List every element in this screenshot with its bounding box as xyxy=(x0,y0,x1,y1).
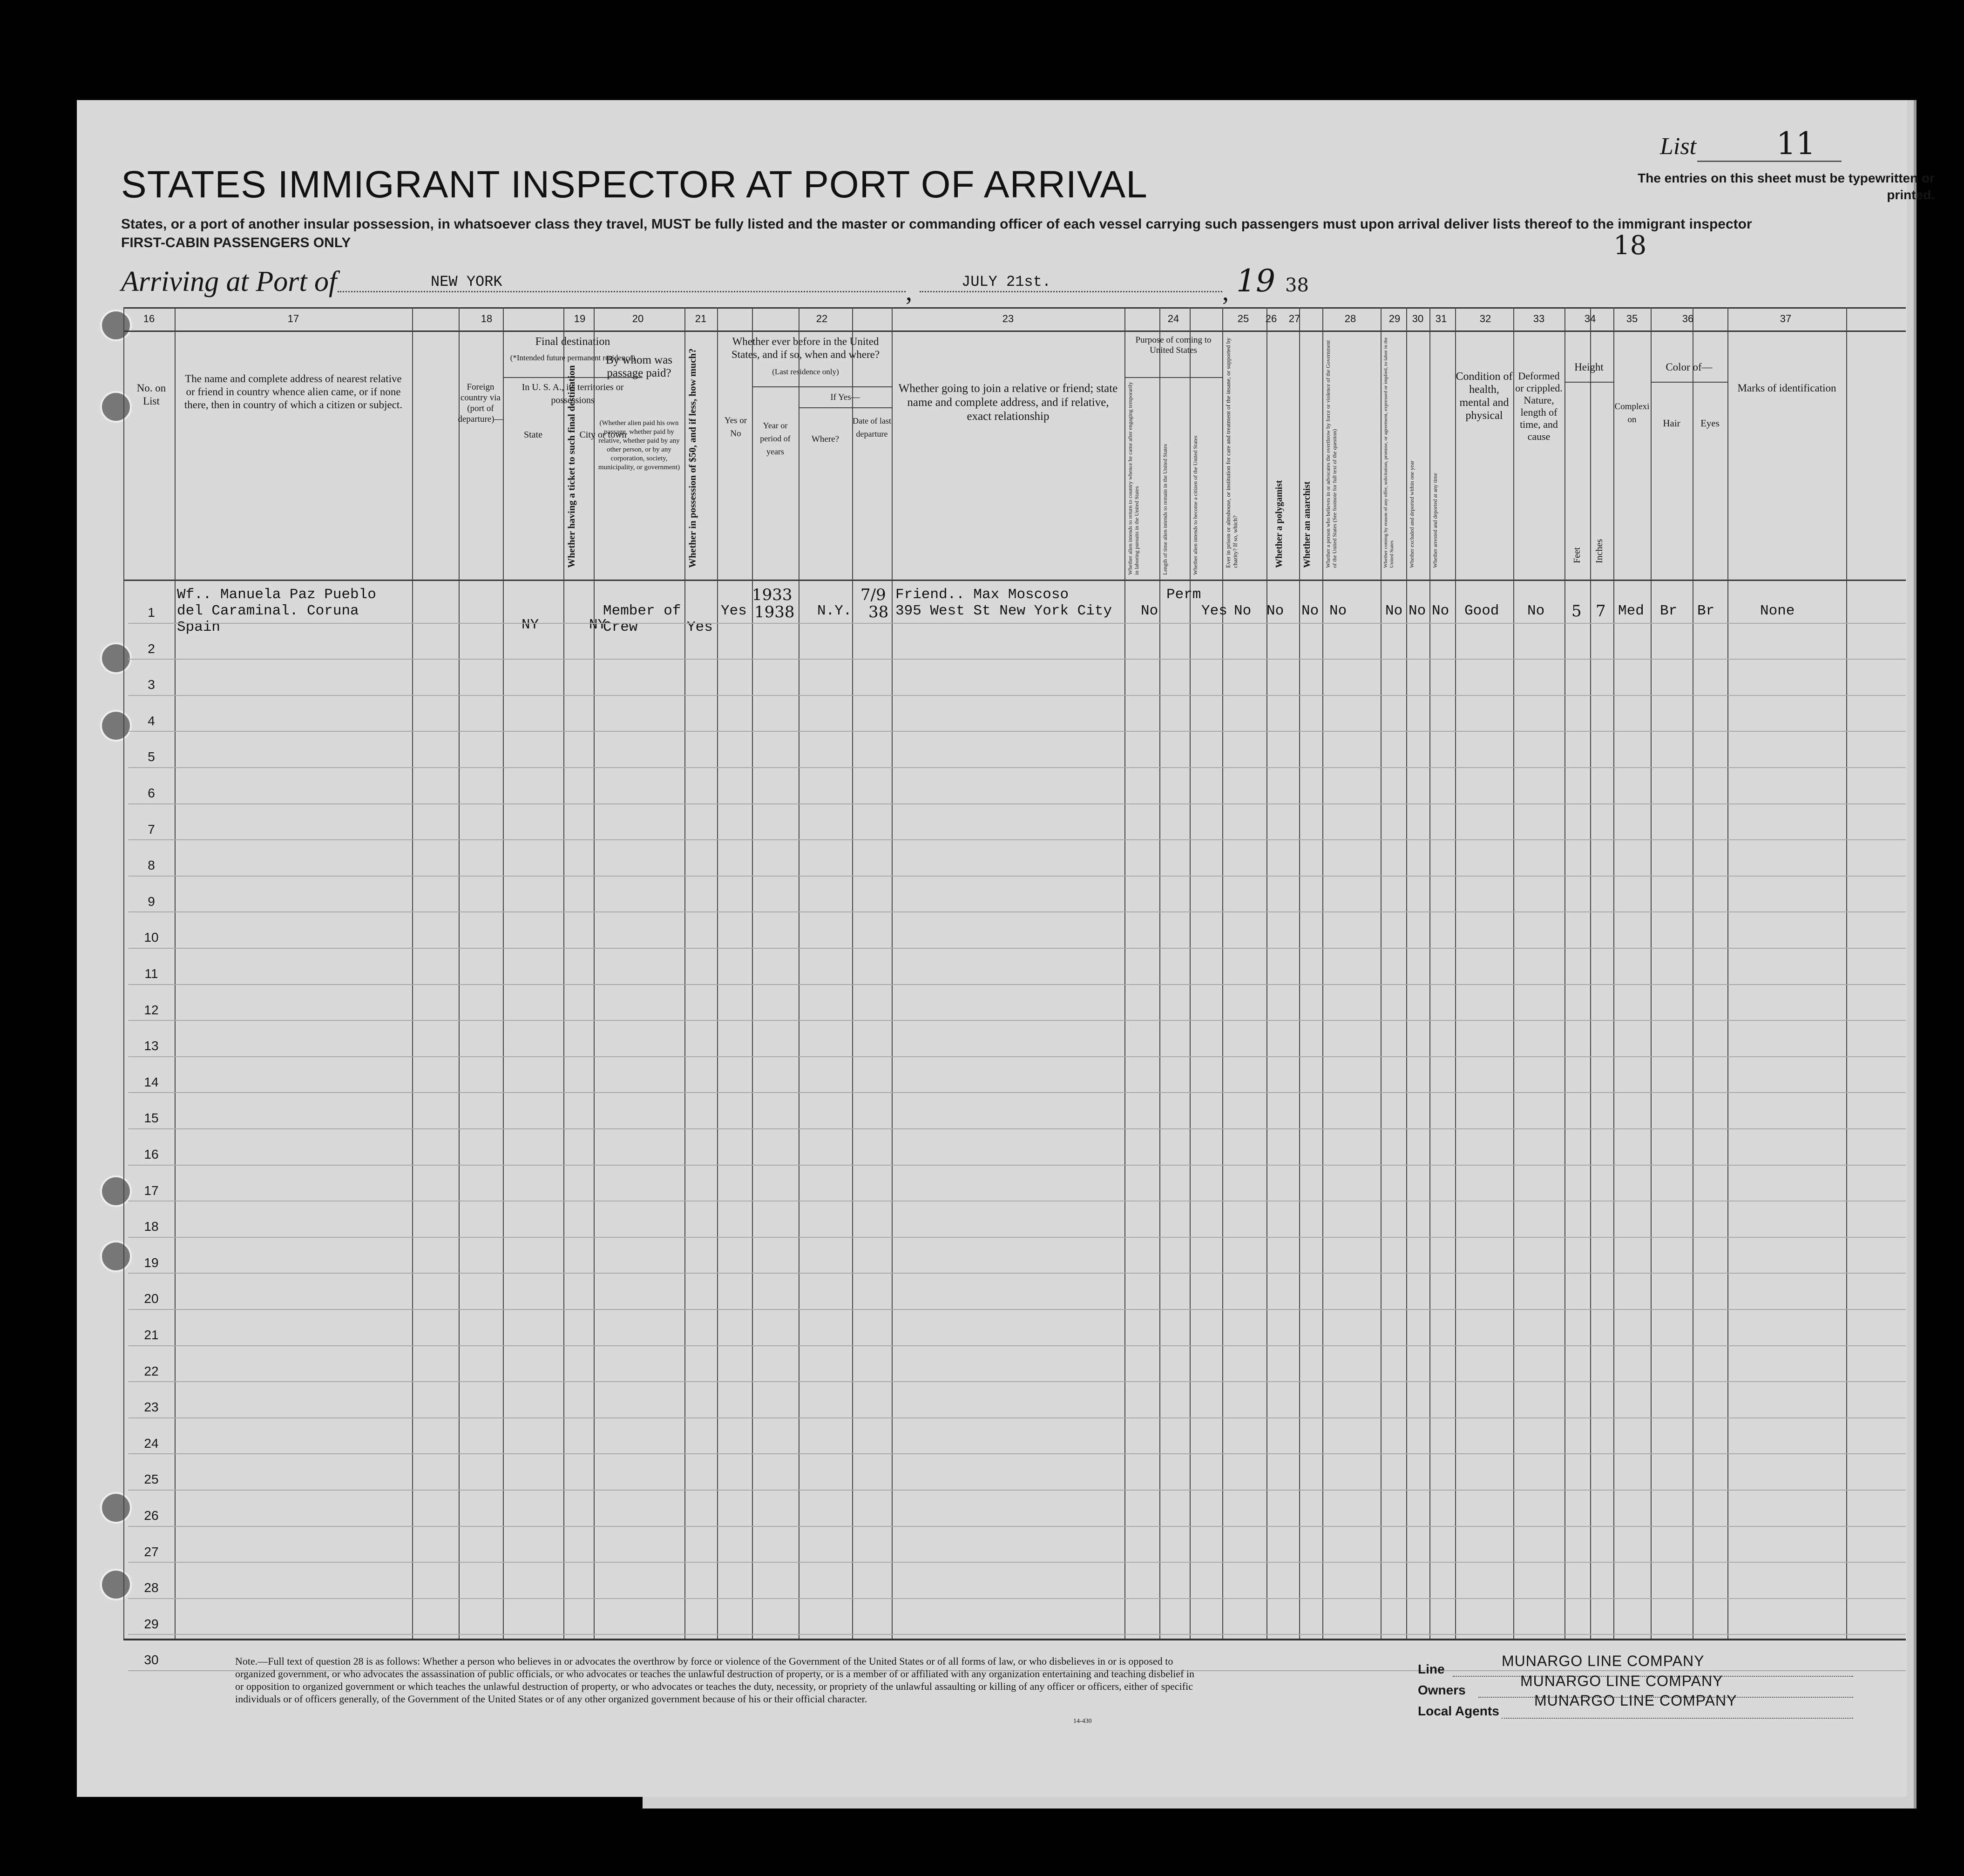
col-rule xyxy=(1513,307,1514,1639)
row-rule xyxy=(128,1417,1906,1418)
page-title: STATES IMMIGRANT INSPECTOR AT PORT OF ARRIVAL xyxy=(121,163,1148,206)
comma: , xyxy=(906,277,912,306)
heading-inches: Inches xyxy=(1594,539,1605,563)
row-number: 11 xyxy=(144,966,158,981)
row-rule xyxy=(128,839,1906,840)
row-rule xyxy=(128,1309,1906,1310)
table-top-rule xyxy=(123,307,1906,309)
col-rule xyxy=(1727,307,1728,1639)
passage-paid-by: Crew xyxy=(603,619,638,635)
col-number: 36 xyxy=(1682,313,1694,324)
heading-citizen: Whether alien intends to become a citizen of the United States xyxy=(1192,435,1199,575)
row-rule xyxy=(128,1490,1906,1491)
heading-where: Where? xyxy=(811,434,840,444)
form-code: 14-430 xyxy=(1073,1718,1092,1725)
deformed-value: No xyxy=(1527,603,1545,619)
row-number: 2 xyxy=(148,641,155,656)
subhead-rule xyxy=(1124,377,1222,378)
citizen-value: Yes xyxy=(1201,603,1227,619)
row-number: 14 xyxy=(144,1074,159,1089)
row-number: 26 xyxy=(144,1508,159,1523)
row-number: 12 xyxy=(144,1002,159,1017)
col-number: 16 xyxy=(143,313,155,324)
heading-fifty-dollars: Whether in possession of $50, and if less, how much? xyxy=(687,348,698,568)
date-line xyxy=(920,291,1222,292)
height-feet: 5 xyxy=(1571,602,1582,621)
joining-address: 395 West St New York City xyxy=(895,603,1112,619)
polygamist-value: No xyxy=(1266,603,1284,619)
comma: , xyxy=(1222,277,1229,306)
col-number: 24 xyxy=(1167,313,1179,324)
owners-label: Owners xyxy=(1418,1683,1466,1697)
port-value: NEW YORK xyxy=(431,273,502,290)
heading-prison: Ever in prison or almshouse, or institution for care and treatment of the insane, or supported by charity? If so, which? xyxy=(1225,337,1239,568)
row-rule xyxy=(128,1273,1906,1274)
heading-years: Year or period of years xyxy=(760,421,791,456)
col-number: 26 xyxy=(1265,313,1277,324)
anarchist-value: No xyxy=(1301,603,1319,619)
col-rule xyxy=(1299,307,1300,1639)
row-rule xyxy=(128,1381,1906,1382)
owners-stamp: MUNARGO LINE COMPANY xyxy=(1520,1673,1723,1689)
row-number: 18 xyxy=(144,1219,159,1234)
heading-final-destination-sub: (*Intended future permanent residence) xyxy=(510,353,636,362)
heading-final-destination: Final destination xyxy=(535,336,610,348)
col-number: 32 xyxy=(1479,313,1491,324)
row-number: 27 xyxy=(144,1544,159,1559)
row-rule xyxy=(128,1237,1906,1238)
col-rule xyxy=(684,307,685,1639)
subhead-rule xyxy=(799,407,892,408)
row-rule xyxy=(128,1453,1906,1454)
col-rule xyxy=(175,307,176,1639)
col-rule xyxy=(1564,307,1565,1639)
footnote-question-28: Note.—Full text of question 28 is as follows: Whether a person who believes in or advocates the overthrow by force or violence of the Government of the United States or of all forms of law, or who disbelieves in or is opposed to organized government, or who advocates the assassination of public officials, or who advocates or teaches the unlawful destruction of property, or is a member of or affiliated with any organization entertaining and teaching disbelief in or opposition to organized government or which teaches the unlawful destruction of property, or who advocates or teaches the duty, necessity, or propriety of the unlawful assaulting or killing of any officer or officers, either of specific individuals or of officers generally, of the Government of the United States or of any other organized government because of his or their official character. xyxy=(235,1655,1195,1705)
row-number: 6 xyxy=(148,786,155,800)
departure-date: 7/9 xyxy=(860,586,886,604)
column-number-rule xyxy=(123,331,1906,332)
subhead-rule xyxy=(752,386,892,387)
heading-city: City or town xyxy=(579,430,627,440)
col-rule xyxy=(1381,307,1382,1639)
col-number: 28 xyxy=(1344,313,1356,324)
row-rule xyxy=(128,659,1906,660)
row-rule xyxy=(128,1562,1906,1563)
row-rule xyxy=(128,911,1906,912)
table-bottom-rule xyxy=(123,1639,1906,1640)
col-rule xyxy=(1846,307,1847,1639)
destination-state: NY xyxy=(521,617,539,633)
line-label: Line xyxy=(1418,1662,1445,1676)
col-number: 19 xyxy=(574,313,586,324)
list-number: 11 xyxy=(1776,126,1815,162)
year-suffix: 38 xyxy=(1285,275,1309,296)
row-number: 8 xyxy=(148,858,155,873)
row-number: 30 xyxy=(144,1653,159,1667)
agents-rule xyxy=(1502,1718,1853,1719)
heading-yes-no: Yes or No xyxy=(724,416,747,439)
col-rule xyxy=(1124,307,1125,1639)
row-number: 23 xyxy=(144,1400,159,1415)
col-number: 23 xyxy=(1002,313,1014,324)
heading-relative: The name and complete address of nearest relative or friend in country whence alien came, or if none there, then in country of which a citizen or subject. xyxy=(184,373,403,411)
row-number: 13 xyxy=(144,1039,159,1053)
col-rule xyxy=(1266,307,1267,1639)
years-first: 1933 xyxy=(752,586,792,604)
row-number: 1 xyxy=(148,605,155,620)
col-rule xyxy=(1222,307,1223,1639)
identification-marks: None xyxy=(1760,603,1795,619)
col-number: 17 xyxy=(287,313,299,324)
col-rule xyxy=(1322,307,1323,1639)
row-rule xyxy=(128,731,1906,732)
heading-excluded: Whether excluded and deported within one year xyxy=(1409,460,1415,568)
passenger-class: FIRST-CABIN PASSENGERS ONLY xyxy=(121,235,351,250)
row-rule xyxy=(128,1598,1906,1599)
line-stamp: MUNARGO LINE COMPANY xyxy=(1502,1653,1705,1669)
destination-city: NY xyxy=(589,617,607,633)
relative-address-line: Spain xyxy=(177,619,221,635)
heading-deformed: Deformed or crippled. Nature, length of time, and cause xyxy=(1515,370,1563,442)
heading-eyes: Eyes xyxy=(1700,418,1720,429)
years-last: 1938 xyxy=(754,603,795,621)
subhead-rule xyxy=(1651,382,1727,383)
col-rule xyxy=(1190,307,1191,1639)
fifty-dollars-value: Yes xyxy=(687,619,713,635)
row-number: 3 xyxy=(148,677,155,692)
heading-ever-before-sub: (Last residence only) xyxy=(772,367,839,376)
row-number: 19 xyxy=(144,1255,159,1270)
heading-overthrow: Whether a person who believes in or advocates the overthrow by force or violence of the Government of the United States (See footnote for full text of the question) xyxy=(1325,340,1338,568)
col-number: 29 xyxy=(1388,313,1401,324)
col-number: 33 xyxy=(1533,313,1545,324)
row-number: 21 xyxy=(144,1328,159,1342)
subhead-rule xyxy=(1564,382,1613,383)
row-rule xyxy=(128,1634,1906,1635)
col-rule xyxy=(1406,307,1407,1639)
row-number: 10 xyxy=(144,930,159,945)
row-rule xyxy=(128,1092,1906,1093)
row-number: 28 xyxy=(144,1580,159,1595)
sheet-mark: 18 xyxy=(1613,230,1647,261)
heading-feet: Feet xyxy=(1572,547,1582,563)
length-stay-value: Perm xyxy=(1166,587,1201,603)
departure-year: 38 xyxy=(868,603,889,621)
arriving-label: Arriving at Port of xyxy=(121,266,337,297)
col-rule xyxy=(852,307,853,1639)
heading-foreign-country: Foreign country via (port of departure)— xyxy=(458,382,503,424)
heading-ticket: Whether having a ticket to such final destination xyxy=(566,365,577,568)
col-rule xyxy=(1651,307,1652,1639)
heading-ever-before: Whether ever before in the United States, and if so, when and where? xyxy=(731,336,880,360)
col-rule xyxy=(1429,307,1430,1639)
entries-note: The entries on this sheet must be typewritten or printed. xyxy=(1638,171,1935,202)
row-number: 22 xyxy=(144,1363,159,1378)
row-number: 7 xyxy=(148,822,155,837)
row-number: 20 xyxy=(144,1291,159,1306)
hair-color: Br xyxy=(1660,603,1678,619)
eye-color: Br xyxy=(1697,603,1715,619)
col-number: 22 xyxy=(816,313,828,324)
col-number: 30 xyxy=(1412,313,1424,324)
col-rule xyxy=(1613,307,1614,1639)
col-number: 21 xyxy=(695,313,707,324)
heading-state: State xyxy=(524,430,542,440)
row-number: 9 xyxy=(148,894,155,909)
col-rule xyxy=(459,307,460,1639)
heading-return-country: Whether alien intends to return to country whence he came after engaging temporarily in laboring pursuits in the United States xyxy=(1127,382,1140,575)
joining-person: Friend.. Max Moscoso xyxy=(895,587,1069,603)
heading-marks: Marks of identification xyxy=(1737,382,1836,394)
heading-passage: By whom was passage paid? xyxy=(605,354,673,379)
row-rule xyxy=(128,948,1906,949)
complexion-value: Med xyxy=(1618,603,1644,619)
heading-color: Color of— xyxy=(1666,361,1713,373)
col-rule xyxy=(503,307,504,1639)
passage-paid-by: Member of xyxy=(603,603,681,619)
heading-anarchist: Whether an anarchist xyxy=(1302,481,1312,568)
heading-usa: In U. S. A., its territories or possessions xyxy=(521,382,624,405)
manifest-sheet xyxy=(77,100,1935,1797)
heading-join: Whether going to join a relative or friend; state name and complete address, and if relative, exact relationship xyxy=(898,382,1118,423)
col-number: 31 xyxy=(1435,313,1447,324)
row-rule xyxy=(128,876,1906,877)
health-value: Good xyxy=(1464,603,1499,619)
intro-text: States, or a port of another insular possession, in whatsoever class they travel, MUST be fully listed and the master or commanding officer of each vessel carrying such passengers must upon arrival deliver lists thereof to the immigrant inspector xyxy=(121,216,1752,232)
heading-if-yes: If Yes— xyxy=(830,392,860,402)
heading-arrested: Whether arrested and deported at any time xyxy=(1432,473,1438,568)
col-number: 25 xyxy=(1237,313,1249,324)
col-rule xyxy=(717,307,718,1639)
row-rule xyxy=(128,803,1906,804)
where-value: N.Y. xyxy=(817,603,852,619)
row-rule xyxy=(128,984,1906,985)
row-rule xyxy=(128,1056,1906,1057)
row-number: 29 xyxy=(144,1616,159,1631)
row-rule xyxy=(128,1526,1906,1527)
manifest-table xyxy=(77,307,1907,1748)
row-number: 15 xyxy=(144,1111,159,1126)
col-number: 35 xyxy=(1626,313,1638,324)
row-number: 16 xyxy=(144,1147,159,1161)
col-rule xyxy=(1455,307,1456,1639)
heading-date-departure: Date of last departure xyxy=(853,416,891,439)
row-rule xyxy=(128,695,1906,696)
list-underline xyxy=(1697,161,1842,162)
return-country-value: No xyxy=(1141,603,1158,619)
overthrow-value: No xyxy=(1329,603,1347,619)
heading-health: Condition of health, mental and physical xyxy=(1456,371,1513,422)
col-number: 37 xyxy=(1780,313,1792,324)
heading-polygamist: Whether a polygamist xyxy=(1274,480,1284,568)
port-line xyxy=(338,291,906,292)
col-rule xyxy=(412,307,413,1639)
excluded-value: No xyxy=(1409,603,1426,619)
heading-passage-sub: (Whether alien paid his own passage, whether paid by relative, whether paid by any other person, or by any corporation, society, municipality, or government) xyxy=(598,419,680,471)
row-rule xyxy=(128,623,1906,624)
heading-purpose: Purpose of coming to United States xyxy=(1135,335,1212,355)
row-number: 5 xyxy=(148,749,155,764)
relative-address-line: Wf.. Manuela Paz Pueblo xyxy=(177,587,376,603)
col-number: 34 xyxy=(1584,313,1596,324)
prison-value: No xyxy=(1234,603,1252,619)
ever-before-yes: Yes xyxy=(721,603,747,619)
row-number: 24 xyxy=(144,1436,159,1451)
row-number: 17 xyxy=(144,1183,159,1198)
offer-value: No xyxy=(1385,603,1403,619)
arrested-value: No xyxy=(1432,603,1449,619)
row-rule xyxy=(128,1165,1906,1166)
row-rule xyxy=(128,767,1906,768)
row-number: 25 xyxy=(144,1472,159,1487)
arrival-date: JULY 21st. xyxy=(962,273,1051,290)
row-rule xyxy=(128,1345,1906,1346)
col-rule xyxy=(1590,307,1591,1639)
col-rule xyxy=(594,307,595,1639)
year-prefix: 19 xyxy=(1236,263,1275,299)
col-number: 20 xyxy=(632,313,644,324)
col-number: 18 xyxy=(481,313,493,324)
col-rule xyxy=(123,307,124,1639)
row-number: 4 xyxy=(148,713,155,728)
col-rule xyxy=(752,307,753,1639)
heading-offer: Whether coming by reason of any offer, solicitation, promise, or agreement, expressed or implied, to labor in the United States xyxy=(1383,337,1395,568)
col-rule xyxy=(1159,307,1160,1639)
row-rule xyxy=(128,1020,1906,1021)
local-agents-label: Local Agents xyxy=(1418,1704,1499,1718)
col-rule xyxy=(563,307,564,1639)
heading-hair: Hair xyxy=(1663,418,1680,429)
col-number: 27 xyxy=(1288,313,1300,324)
relative-address-line: del Caraminal. Coruna xyxy=(177,603,359,619)
heading-height: Height xyxy=(1574,361,1604,373)
heading-complexion: Complexion xyxy=(1614,402,1650,425)
heading-length-stay: Length of time alien intends to remain in the United States xyxy=(1162,444,1168,575)
row-rule xyxy=(128,1128,1906,1129)
col-rule xyxy=(892,307,893,1639)
agents-stamp: MUNARGO LINE COMPANY xyxy=(1534,1692,1737,1709)
list-label: List xyxy=(1660,133,1697,160)
heading-no-on-list: No. on List xyxy=(136,382,166,407)
header-bottom-rule xyxy=(123,580,1906,581)
height-inches: 7 xyxy=(1596,602,1606,621)
